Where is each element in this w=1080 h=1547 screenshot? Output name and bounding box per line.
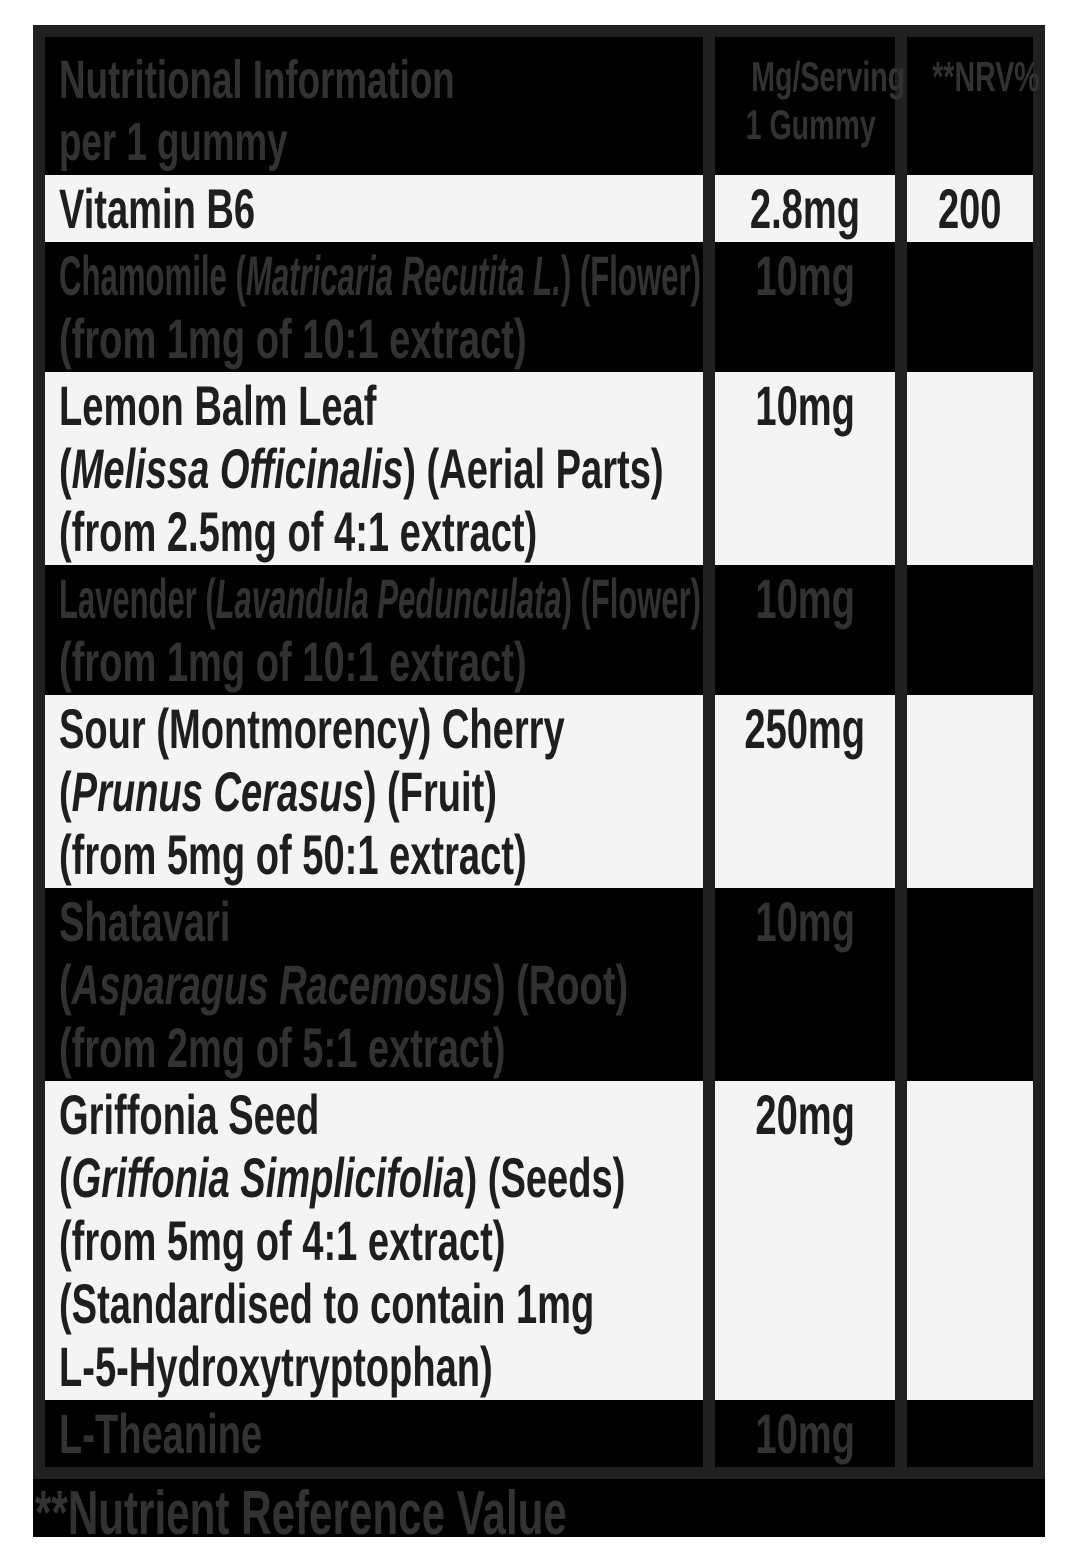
ingredient-line-text: L-5-Hydroxytryptophan) [59,1335,493,1398]
amount-value [715,697,895,760]
ingredient-line [59,890,703,953]
ingredient-line [59,953,703,1016]
ingredient-line [59,500,703,563]
ingredient-line-text: (from 2.5mg of 4:1 extract) [59,500,538,563]
ingredient-line [59,307,703,370]
amount-value-text: 10mg [755,244,855,307]
ingredient-line-text: (Prunus Cerasus) (Fruit) [59,760,497,823]
header-nutritional-info [45,37,703,175]
table-row-griffonia-seed [45,1081,1033,1400]
nutrition-table [33,25,1045,1479]
header-title-text: Nutritional Information [59,50,455,110]
header-amount-text: Mg/Serving [751,53,906,100]
amount-cell [703,1400,907,1467]
amount-value-text: 20mg [755,1083,855,1146]
ingredient-line-text: (from 5mg of 4:1 extract) [59,1209,506,1272]
header-mg-serving [703,37,907,175]
ingredient-line-text: Lemon Balm Leaf [59,374,377,437]
ingredient-line [59,374,703,437]
ingredient-name-cell [45,888,703,1081]
ingredient-line-text: (Standardised to contain 1mg [59,1272,595,1335]
ingredient-line [59,1083,703,1146]
header-nrv-line [907,53,1040,101]
amount-value [715,890,895,953]
nrv-value [907,177,1033,240]
footnote-text: **Nutrient Reference Value [35,1479,567,1547]
nrv-cell [907,242,1033,372]
ingredient-line-text: Shatavari [59,890,231,953]
ingredient-line-text: Vitamin B6 [59,177,256,240]
amount-cell [703,1081,907,1400]
amount-cell [703,565,907,695]
amount-value [715,244,895,307]
table-row-chamomile [45,242,1033,372]
nrv-cell [907,175,1033,242]
ingredient-line-text: Chamomile (Matricaria Recutita L.) (Flower) [59,244,701,307]
ingredient-line-text: Sour (Montmorency) Cherry [59,697,565,760]
ingredient-line-text: Lavender (Lavandula Pedunculata) (Flower) [59,567,701,630]
amount-cell [703,175,907,242]
ingredient-line [59,1016,703,1079]
ingredient-name-cell [45,242,703,372]
ingredient-line [59,823,703,886]
table-row-l-theanine [45,1400,1033,1467]
ingredient-line-text: (from 2mg of 5:1 extract) [59,1016,506,1079]
amount-value-text: 250mg [744,697,866,760]
ingredient-line-text: (from 1mg of 10:1 extract) [59,307,527,370]
header-nrv [907,37,1040,175]
nrv-cell [907,1081,1033,1400]
header-amount-unit-text: 1 Gummy [745,101,876,148]
amount-cell [703,242,907,372]
table-row-shatavari [45,888,1033,1081]
table-row-vitamin-b6 [45,175,1033,242]
amount-value [715,1402,895,1465]
header-title-line2 [59,111,703,173]
ingredient-name-cell [45,1081,703,1400]
nrv-cell [907,888,1033,1081]
amount-value [715,567,895,630]
label-panel [33,25,1045,1547]
ingredient-line-text: (Melissa Officinalis) (Aerial Parts) [59,437,664,500]
nrv-cell [907,1400,1033,1467]
ingredient-line [59,1209,703,1272]
header-subtitle-text: per 1 gummy [59,112,288,172]
table-row-lavender [45,565,1033,695]
table-row-lemon-balm-leaf [45,372,1033,565]
ingredient-line [59,437,703,500]
nrv-value-text: 200 [938,177,1002,240]
ingredient-line [59,1335,703,1398]
table-row-sour-cherry [45,695,1033,888]
amount-value-text: 10mg [755,1402,855,1465]
ingredient-name-cell [45,565,703,695]
table-header-row [45,37,1040,175]
amount-cell [703,695,907,888]
ingredient-line [59,177,703,240]
ingredient-line [59,1402,703,1465]
amount-cell [703,372,907,565]
ingredient-line-text: (Asparagus Racemosus) (Root) [59,953,629,1016]
footnote [33,1479,1045,1547]
amount-value-text: 10mg [755,890,855,953]
ingredient-line [59,760,703,823]
amount-value-text: 10mg [755,374,855,437]
table-body [45,175,1033,1467]
header-title-line1 [59,49,703,111]
header-amount-line1 [715,53,906,101]
ingredient-name-cell [45,372,703,565]
ingredient-line [59,630,703,693]
nrv-cell [907,695,1033,888]
ingredient-line-text: (from 5mg of 50:1 extract) [59,823,527,886]
ingredient-line [59,1146,703,1209]
amount-value [715,374,895,437]
amount-value [715,177,895,240]
amount-value-text: 2.8mg [749,177,861,240]
header-amount-line2 [715,101,895,149]
ingredient-name-cell [45,175,703,242]
amount-value [715,1083,895,1146]
ingredient-line-text: L-Theanine [59,1402,263,1465]
amount-value-text: 10mg [755,567,855,630]
ingredient-line [59,567,703,630]
ingredient-line-text: (Griffonia Simplicifolia) (Seeds) [59,1146,626,1209]
header-nrv-text: **NRV% [932,53,1040,100]
ingredient-name-cell [45,1400,703,1467]
nrv-cell [907,565,1033,695]
ingredient-line [59,244,703,307]
nrv-cell [907,372,1033,565]
ingredient-line-text: Griffonia Seed [59,1083,320,1146]
ingredient-line [59,697,703,760]
amount-cell [703,888,907,1081]
ingredient-line-text: (from 1mg of 10:1 extract) [59,630,527,693]
ingredient-line [59,1272,703,1335]
ingredient-name-cell [45,695,703,888]
